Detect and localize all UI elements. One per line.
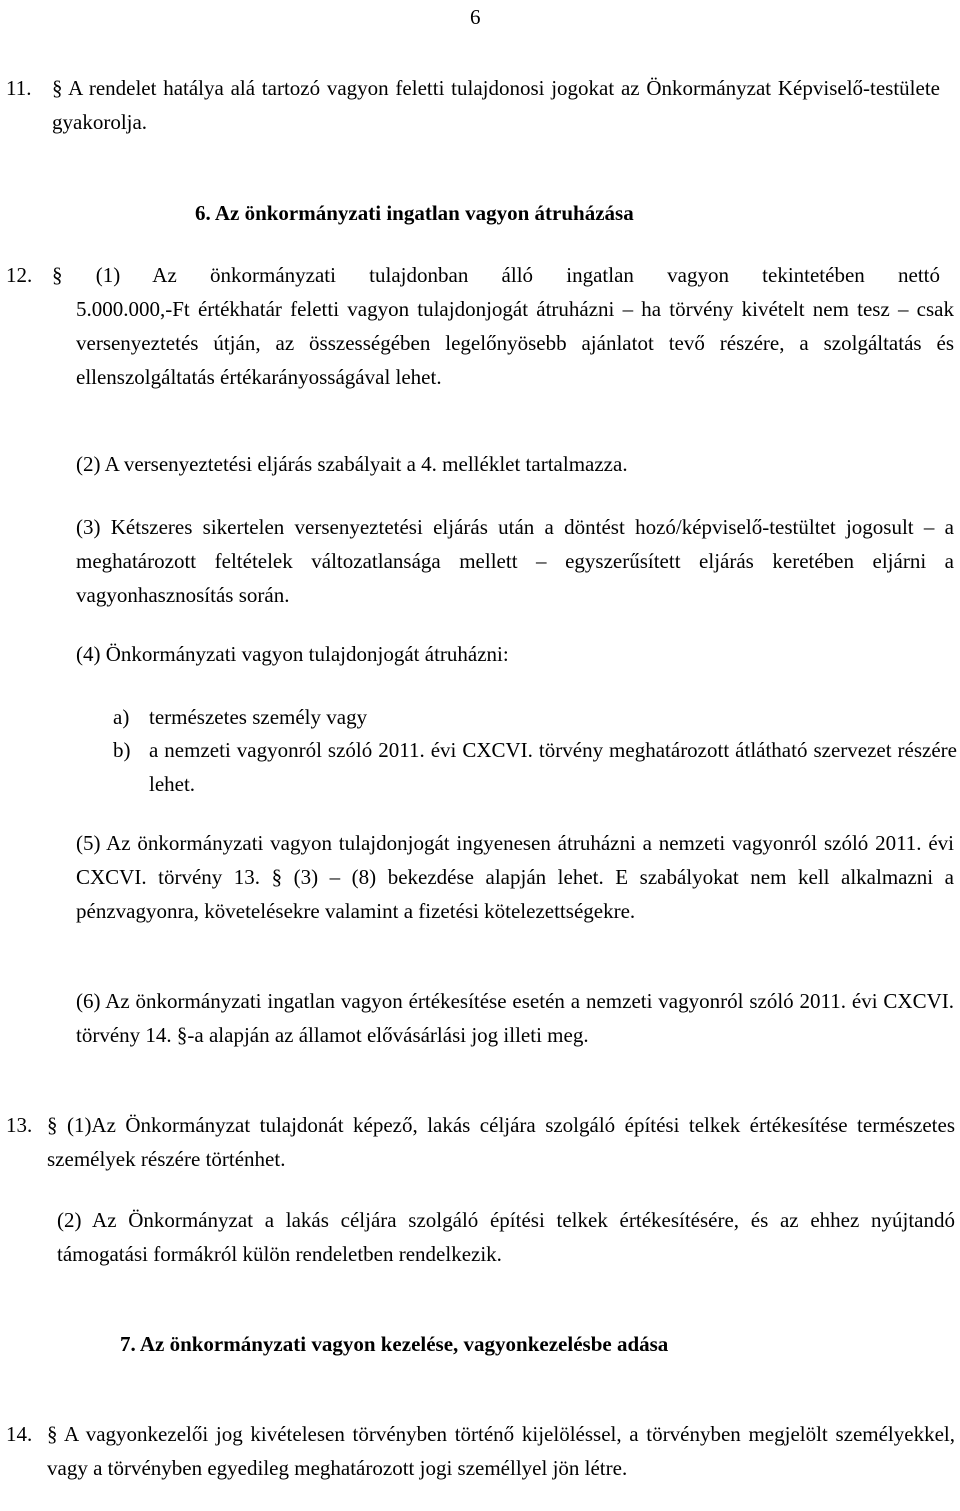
paragraph-12-1-text: 5.000.000,-Ft értékhatár feletti vagyon tulajdonjogát átruházni – ha törvény kivételt nem tesz – csak versenyeztetés útján, az összességében legelőnyösebb ajánlatot tevő részére, a szolgáltatás és ellenszolgáltatás értékarányosságával lehet. xyxy=(76,297,954,389)
page-number: 6 xyxy=(470,5,481,29)
paragraph-12-3-text: (3) Kétszeres sikertelen versenyeztetési eljárás után a döntést hozó/képviselő-testültet jogosult – a meghatározott feltételek változatlansága mellett – egyszerűsített eljárás keretében eljárni a vagyonhasznosítás során. xyxy=(76,515,954,607)
paragraph-12-2-text: (2) A versenyeztetési eljárás szabályait a 4. melléklet tartalmazza. xyxy=(76,452,628,476)
list-label-b: b) xyxy=(113,738,131,762)
paragraph-12-4-text: (4) Önkormányzati vagyon tulajdonjogát átruházni: xyxy=(76,642,509,666)
paragraph-number-11: 11. xyxy=(6,76,32,100)
paragraph-11-text: § A rendelet hatálya alá tartozó vagyon feletti tulajdonosi jogokat az Önkormányzat Képviselő-testülete gyakorolja. xyxy=(52,76,940,134)
section-6-heading: 6. Az önkormányzati ingatlan vagyon átruházása xyxy=(195,201,634,225)
paragraph-number-14: 14. xyxy=(6,1422,33,1446)
list-item-a: természetes személy vagy xyxy=(149,705,368,729)
paragraph-12-1-first-line: § (1) Az önkormányzati tulajdonban álló ingatlan vagyon tekintetében nettó xyxy=(52,263,940,287)
paragraph-number-13: 13. xyxy=(6,1113,33,1137)
paragraph-number-12: 12. xyxy=(6,263,33,287)
paragraph-14-text: § A vagyonkezelői jog kivételesen törvényben történő kijelöléssel, a törvényben megjelölt személyekkel, vagy a törvényben egyedileg meghatározott jogi személlyel jön létre. xyxy=(47,1422,955,1480)
section-7-heading: 7. Az önkormányzati vagyon kezelése, vagyonkezelésbe adása xyxy=(120,1332,669,1356)
paragraph-12-5-text: (5) Az önkormányzati vagyon tulajdonjogát ingyenesen átruházni a nemzeti vagyonról szóló 2011. évi CXCVI. törvény 13. § (3) – (8) bekezdése alapján lehet. E szabályokat nem kell alkalmazni a pénzvagyonra, követelésekre valamint a fizetési kötelezettségekre. xyxy=(76,831,954,923)
paragraph-12-6-text: (6) Az önkormányzati ingatlan vagyon értékesítése esetén a nemzeti vagyonról szóló 2011. évi CXCVI. törvény 14. §-a alapján az államot elővásárlási jog illeti meg. xyxy=(76,989,954,1047)
paragraph-13-1-text: § (1)Az Önkormányzat tulajdonát képező, lakás céljára szolgáló építési telkek értékesítése természetes személyek részére történhet. xyxy=(47,1113,955,1171)
paragraph-13-2-text: (2) Az Önkormányzat a lakás céljára szolgáló építési telkek értékesítésére, és az ehhez nyújtandó támogatási formákról külön rendeletben rendelkezik. xyxy=(57,1208,955,1266)
list-label-a: a) xyxy=(113,705,130,729)
list-item-b: a nemzeti vagyonról szóló 2011. évi CXCVI. törvény meghatározott átlátható szervezet részére lehet. xyxy=(149,738,957,796)
